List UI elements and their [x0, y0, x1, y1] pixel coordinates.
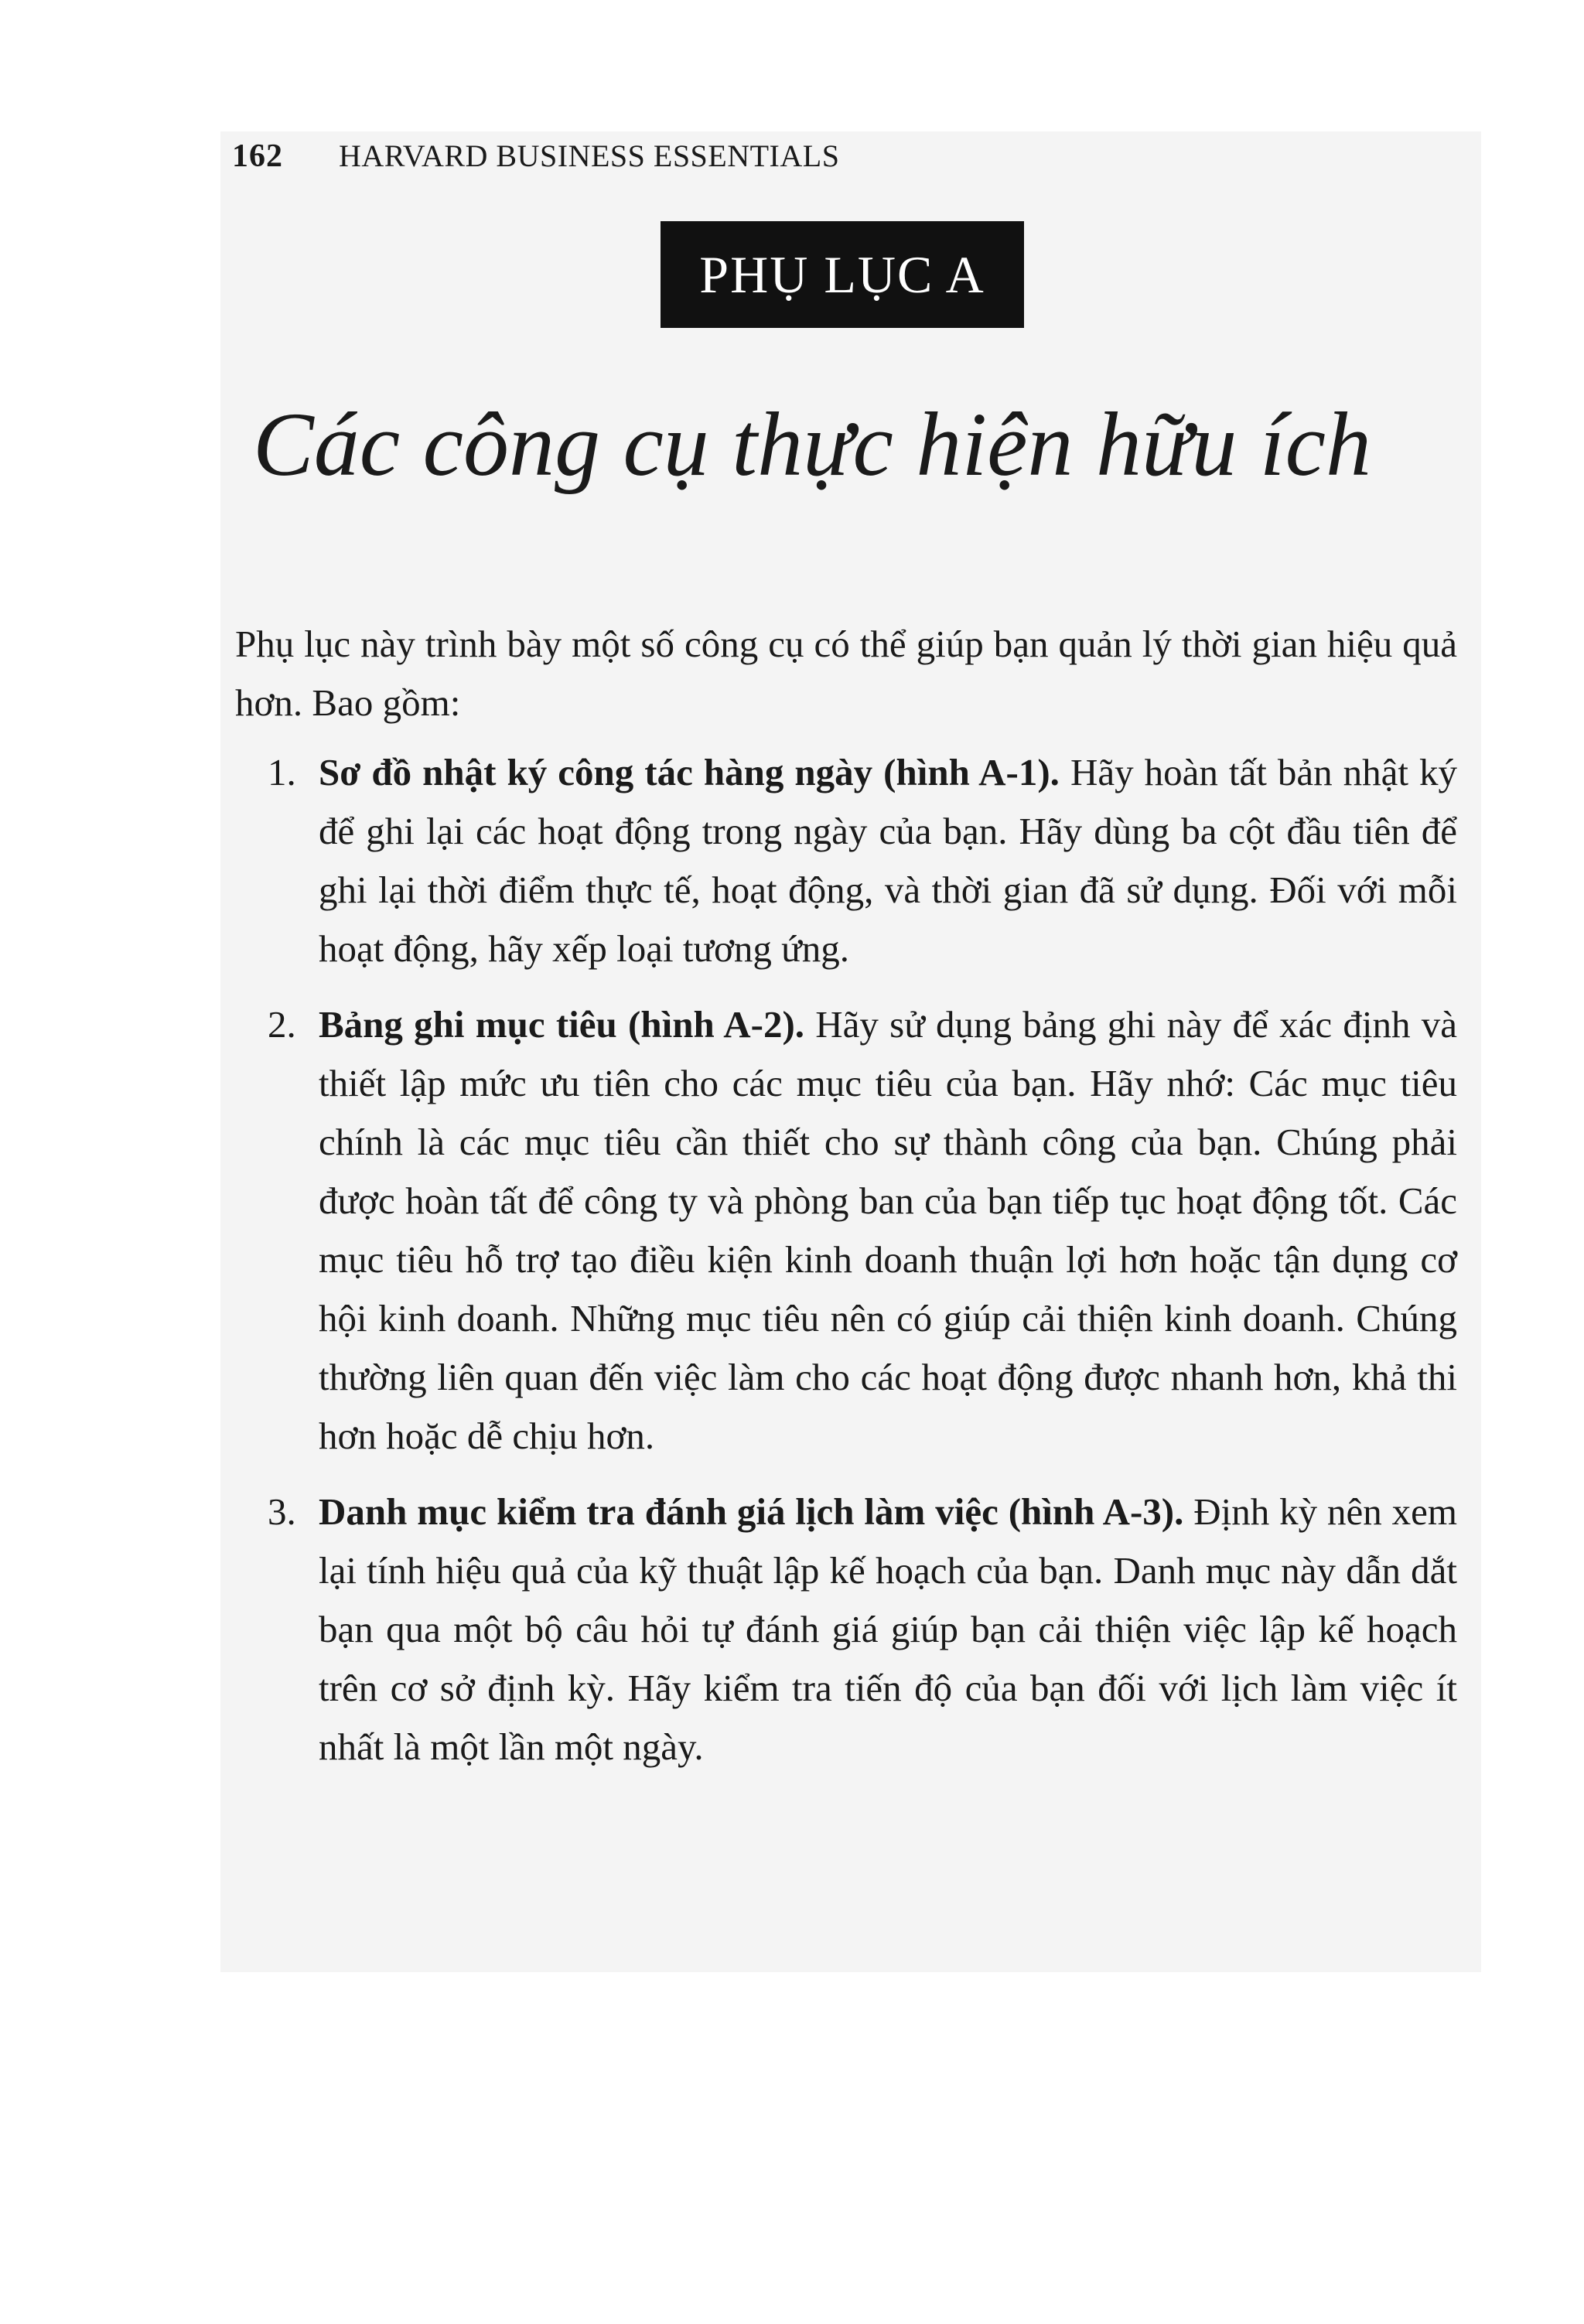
list-item — [235, 995, 1457, 1466]
item-number: 2. — [268, 1003, 296, 1046]
tool-list — [235, 743, 1457, 1776]
item-number: 3. — [268, 1490, 296, 1533]
item-body: Định kỳ nên xem lại tính hiệu quả của kỹ thuật lập kế hoạch của bạn. Danh mục này dẫn dắt bạn qua một bộ câu hỏi tự đánh giá giúp bạn cải thiện việc lập kế hoạch trên cơ sở định kỳ. Hãy kiểm tra tiến độ của bạn đối với lịch làm việc ít nhất là một lần một ngày. — [319, 1490, 1457, 1768]
chapter-title: Các công cụ thực hiện hữu ích — [252, 394, 1372, 495]
item-number: 1. — [268, 751, 296, 793]
running-header — [232, 133, 839, 179]
page-number: 162 — [232, 138, 283, 174]
item-heading: Bảng ghi mục tiêu (hình A-2). — [319, 1003, 805, 1046]
item-body: Hãy hoàn tất bản nhật ký để ghi lại các hoạt động trong ngày của bạn. Hãy dùng ba cột đầu tiên để ghi lại thời điểm thực tế, hoạt động, và thời gian đã sử dụng. Đối với mỗi hoạt động, hãy xếp loại tương ứng. — [319, 751, 1457, 970]
body-text — [235, 615, 1457, 1793]
book-title: HARVARD BUSINESS ESSENTIALS — [339, 138, 840, 173]
list-item — [235, 743, 1457, 978]
list-item — [235, 1483, 1457, 1776]
appendix-label: PHỤ LỤC A — [661, 221, 1024, 328]
item-heading: Sơ đồ nhật ký công tác hàng ngày (hình A-1). — [319, 751, 1060, 793]
item-heading: Danh mục kiểm tra đánh giá lịch làm việc (hình A-3). — [319, 1490, 1184, 1533]
intro-paragraph: Phụ lục này trình bày một số công cụ có thể giúp bạn quản lý thời gian hiệu quả hơn. Bao gồm: — [235, 623, 1457, 724]
item-body: Hãy sử dụng bảng ghi này để xác định và thiết lập mức ưu tiên cho các mục tiêu của bạn. Hãy nhớ: Các mục tiêu chính là các mục tiêu cần thiết cho sự thành công của bạn. Chúng phải được hoàn tất để công ty và phòng ban của bạn tiếp tục hoạt động tốt. Các mục tiêu hỗ trợ tạo điều kiện kinh doanh thuận lợi hơn hoặc tận dụng cơ hội kinh doanh. Những mục tiêu nên có giúp cải thiện kinh doanh. Chúng thường liên quan đến việc làm cho các hoạt động được nhanh hơn, khả thi hơn hoặc dễ chịu hơn. — [319, 1003, 1457, 1457]
